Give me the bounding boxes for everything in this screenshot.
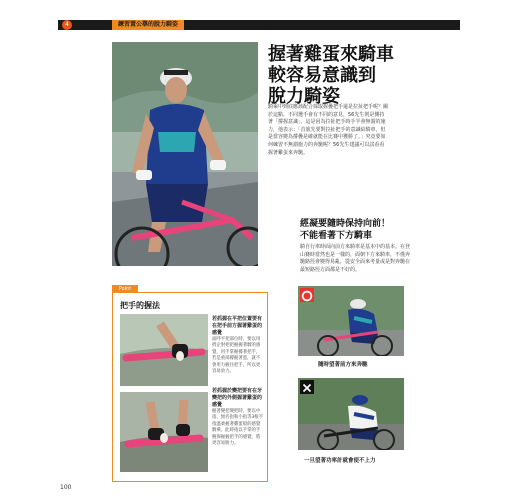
tip2-block (212, 388, 264, 447)
chapter-number-badge: 4 (62, 20, 72, 30)
bad-mark-icon (300, 380, 314, 394)
grip-photo-flat (120, 314, 208, 386)
tip1-title: 若抓握在平把位置要有在把手前方握著雞蛋的感覺 (212, 316, 263, 336)
headline-line-2: 較容易意識到 (268, 65, 376, 86)
good-mark-icon (300, 288, 314, 302)
section2-title (300, 218, 460, 242)
section2-paragraph: 騎自行車時面向前方來騎車是基本中的基本。在登山賽時當然也是一樣的，面朝下方來騎車，不僅奔馳路徑會變得易亂，從安全面來考量或是對奔馳在最短路徑方面都是不好的。 (300, 244, 411, 273)
headline-line-1: 握著雞蛋來騎車 (268, 44, 394, 65)
page-number: 100 (60, 484, 72, 491)
article-headline (268, 44, 498, 107)
section2-title-line-1: 經凝要隨時保持向前！ (300, 219, 391, 229)
tip1-text: 面呼平把部位時，要以用拇企射把把握握著騎的感覺，用手掌握撐著把手，若是重部撐握著蛋，就不會用力握住把手，所以更容易放力。 (212, 337, 261, 375)
headline-line-3: 脫力騎姿 (268, 86, 340, 107)
bad-example-caption: 一旦望著功率計就會使不上力 (304, 458, 376, 464)
tip1-block (212, 316, 264, 375)
grip-photo-drop (120, 392, 208, 472)
tip2-title: 若抓握於變把要有在牙變把的外側握著雞蛋的感覺 (212, 388, 263, 408)
good-example-caption: 隨時望著前方來奔馳 (318, 362, 368, 368)
section2-title-line-2: 不能看著下方騎車 (300, 231, 373, 241)
point-panel-title: 把手的握法 (120, 301, 160, 310)
point-tab: Point (112, 285, 138, 293)
chapter-title: 練習置公擧的脫力騎姿 (112, 20, 184, 30)
intro-paragraph: 騎乘中到底應該配合採取握疊把手還是拉扯把手呢？關於這點，不同選手會有不同的意見，56先生則是側持著「撐握意識」，這是因為拉扯把手時手半會無謂的施力，他表示：「首旅先要對拉扯把手的意識給騎車，但是當容變為撐疊是確就能在比賽中獲勝了。」究竟要如何練習不無謂施力的奔馳呢？56先生建議可以試看看握著雞蛋來奔馳。 (268, 104, 389, 156)
main-cyclist-photo (112, 42, 258, 266)
tip2-text: 握著變把變把時，要以中指、無名指和小指等3根手指溫柔握著雞蛋般的感覺騎乘。此時指以手掌的手腕保握握把手的感覺，將更容易脫力。 (212, 409, 264, 447)
